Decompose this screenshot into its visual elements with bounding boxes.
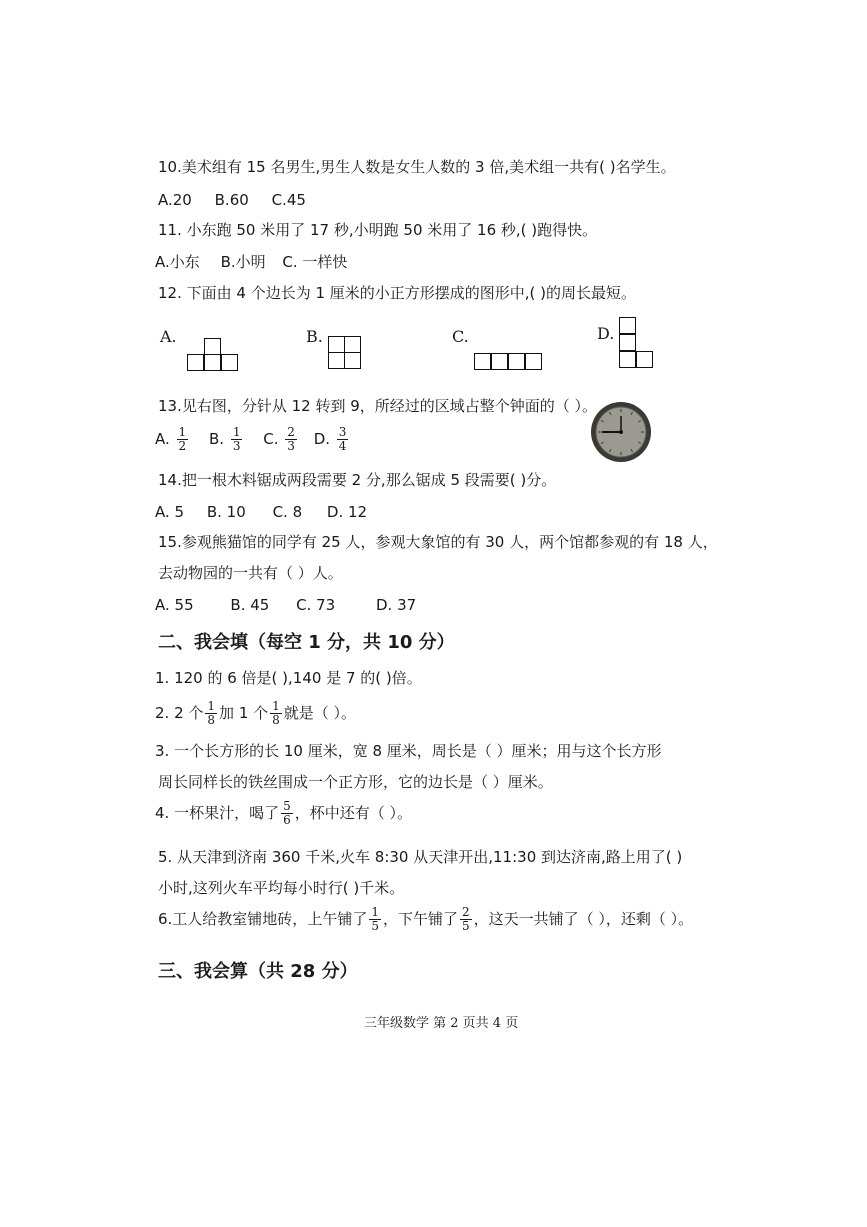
option-c: C. $\frac{2}{3}$ bbox=[263, 425, 295, 453]
option-a: A. 5 bbox=[155, 503, 185, 521]
option-d: D. $\frac{3}{4}$ bbox=[313, 425, 347, 453]
option-c: C. 73 bbox=[296, 596, 336, 614]
question-10: 10.美术组有 15 名男生,男生人数是女生人数的 3 倍,美术组一共有( )名学生。 bbox=[158, 158, 676, 176]
question-11: 11. 小东跑 50 米用了 17 秒,小明跑 50 米用了 16 秒,( )跑得快。 bbox=[158, 221, 598, 239]
question-13-options bbox=[155, 426, 350, 466]
shape-b-label: B. bbox=[306, 327, 323, 346]
shape-d-label: D. bbox=[597, 324, 615, 343]
fill-3-line2: 周长同样长的铁丝围成一个正方形，它的边长是（ ）厘米。 bbox=[158, 773, 553, 791]
clock-icon bbox=[590, 401, 652, 463]
question-12: 12. 下面由 4 个边长为 1 厘米的小正方形摆成的图形中,( )的周长最短。 bbox=[158, 284, 637, 302]
shape-c-label: C. bbox=[452, 327, 469, 346]
question-15-line1: 15.参观熊猫馆的同学有 25 人，参观大象馆的有 30 人，两个馆都参观的有 18 人， bbox=[158, 533, 718, 551]
option-b: B.60 bbox=[214, 191, 249, 209]
question-15-options bbox=[155, 595, 416, 615]
fill-4: 4. 一杯果汁，喝了 $\frac{5}{6}$ ，杯中还有（ ）。 bbox=[155, 799, 413, 827]
section-3-title: 三、我会算（共 28 分） bbox=[158, 961, 358, 982]
option-a: A.20 bbox=[158, 191, 192, 209]
option-b: B.小明 bbox=[220, 253, 266, 271]
fill-5-line2: 小时,这列火车平均每小时行( )千米。 bbox=[158, 879, 405, 897]
shape-a-label: A. bbox=[160, 327, 177, 346]
option-a: A.小东 bbox=[155, 253, 200, 271]
question-10-options bbox=[158, 190, 306, 210]
fill-3-line1: 3. 一个长方形的长 10 厘米，宽 8 厘米，周长是（ ）厘米；用与这个长方形 bbox=[155, 742, 662, 760]
option-b: B. 45 bbox=[230, 596, 270, 614]
question-14: 14.把一根木料锯成两段需要 2 分,那么锯成 5 段需要( )分。 bbox=[158, 471, 557, 489]
option-a: A. 55 bbox=[155, 596, 194, 614]
option-b: B. $\frac{1}{3}$ bbox=[208, 425, 241, 453]
option-d: D. 12 bbox=[326, 503, 368, 521]
option-b: B. 10 bbox=[206, 503, 246, 521]
page-footer: 三年级数学 第 2 页共 4 页 bbox=[364, 1016, 519, 1031]
fill-1: 1. 120 的 6 倍是( ),140 是 7 的( )倍。 bbox=[155, 669, 422, 687]
option-d: D. 37 bbox=[376, 596, 417, 614]
section-2-title: 二、我会填（每空 1 分，共 10 分） bbox=[158, 632, 455, 653]
question-14-options bbox=[155, 502, 367, 522]
question-11-options bbox=[155, 252, 347, 272]
fill-2: 2. 2 个 $\frac{1}{8}$ 加 1 个 $\frac{1}{8}$ 就是（ ）。 bbox=[155, 699, 357, 727]
fill-6: 6.工人给教室铺地砖，上午铺了 $\frac{1}{5}$ ，下午铺了 $\frac{2}{5}$ ，这天一共铺了（ ），还剩（ ）。 bbox=[158, 905, 694, 933]
question-13: 13.见右图，分针从 12 转到 9，所经过的区域占整个钟面的（ ）。 bbox=[158, 397, 598, 415]
option-c: C. 8 bbox=[272, 503, 303, 521]
option-c: C. 一样快 bbox=[282, 253, 348, 271]
fill-5-line1: 5. 从天津到济南 360 千米,火车 8:30 从天津开出,11:30 到达济南,路上用了( ) bbox=[158, 848, 683, 866]
option-a: A. $\frac{1}{2}$ bbox=[155, 425, 187, 453]
option-c: C.45 bbox=[271, 191, 306, 209]
question-15-line2: 去动物园的一共有（ ）人。 bbox=[158, 564, 343, 582]
